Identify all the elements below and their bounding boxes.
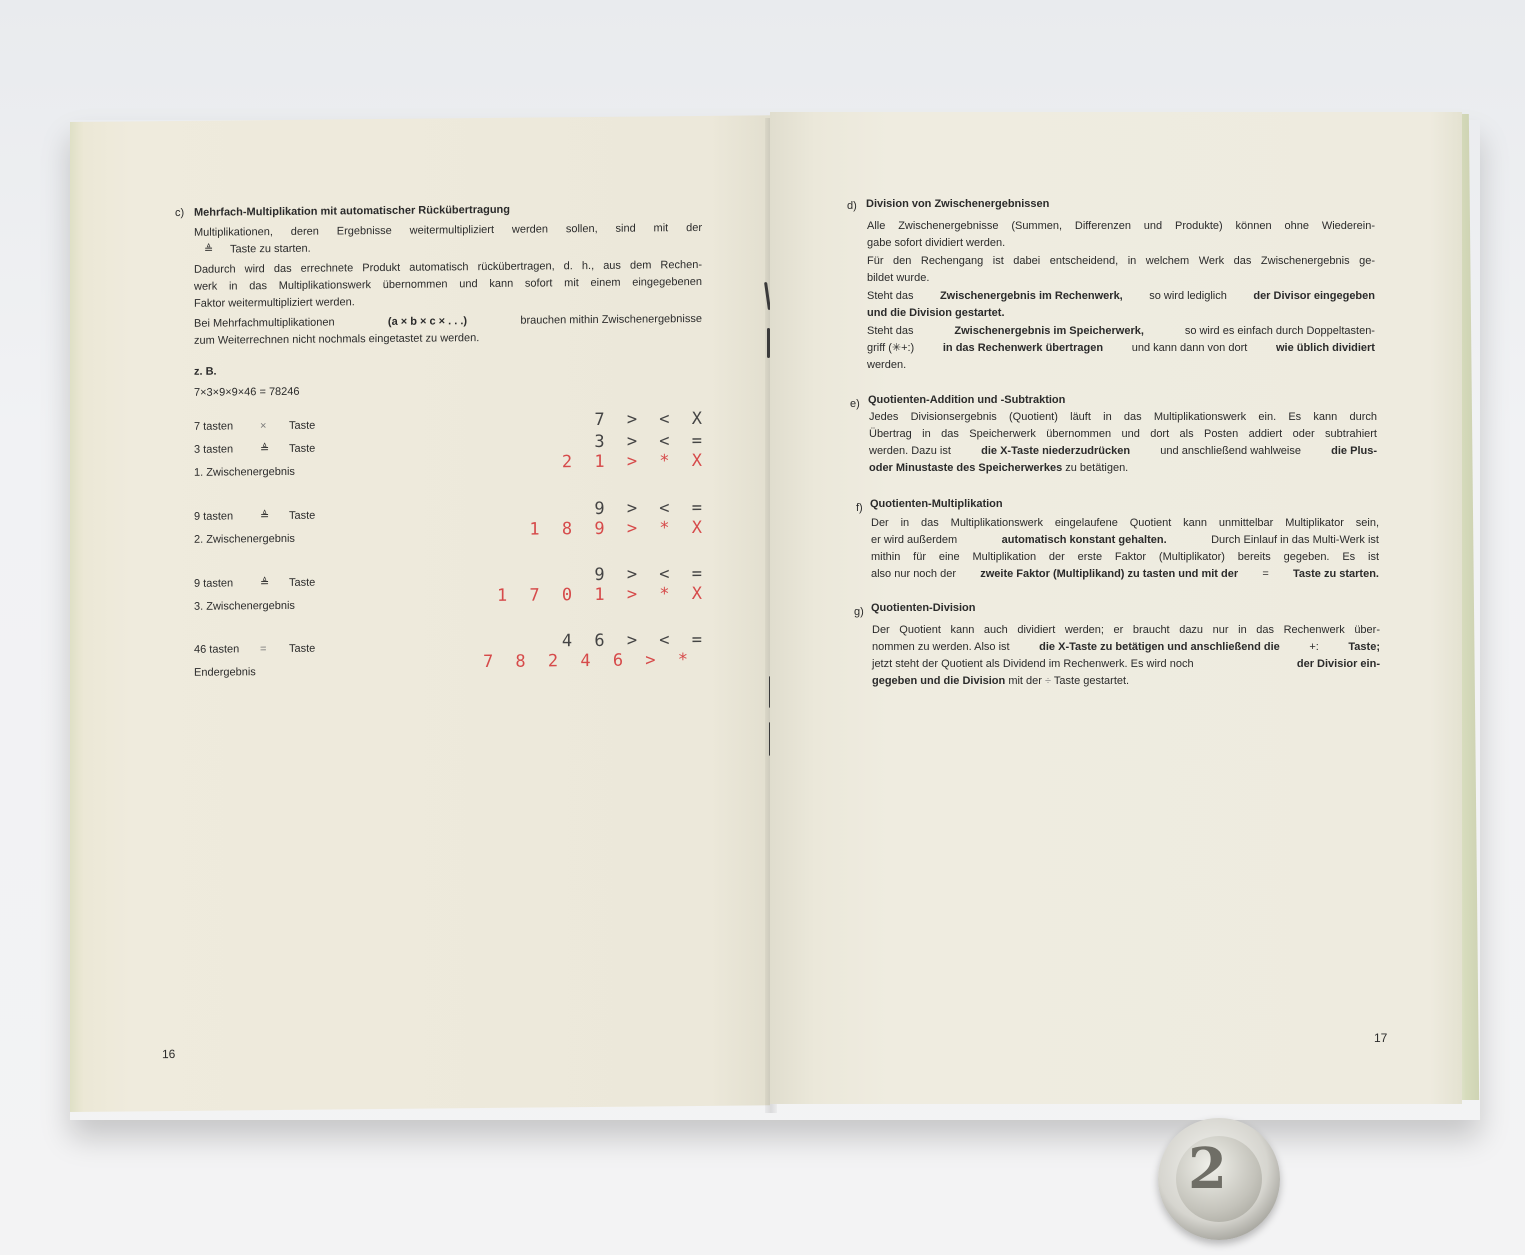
section-d-letter: d) (847, 200, 857, 212)
display-line: 4 6 > < = (561, 629, 708, 652)
f-line1: Der in das Multiplikationswerk eingelaufene Quotient kann unmittelbar Multiplikator sein, (871, 517, 1379, 529)
f-l4d: Taste zu starten. (1293, 568, 1379, 580)
para1-line2: Taste zu starten. (230, 242, 311, 256)
d-para3-line2: und die Division gestartet. (867, 307, 1005, 319)
e-l4a: oder Minustaste des Speicherwerkes (869, 462, 1063, 474)
g-l3b: der Divisior ein- (1296, 658, 1380, 670)
start-key-icon: ≜ (260, 577, 270, 590)
step-result: Endergebnis (194, 666, 256, 679)
e-l3c: und anschließend wahlweise (1160, 445, 1301, 457)
g-line4 (872, 673, 1129, 690)
example-formula: 7×3×9×9×46 = 78246 (194, 385, 300, 399)
step-taste: Taste (289, 576, 316, 589)
step-label: 3 tasten (194, 443, 234, 456)
f-line4 (871, 566, 1379, 583)
example-label: z. B. (194, 365, 217, 378)
e-line4 (869, 460, 1128, 477)
step-label: 9 tasten (194, 510, 234, 523)
d-para2-line1: Für den Rechengang ist dabei entscheidend, in welchem Werk das Zwischenergebnis ge- (867, 255, 1375, 267)
divide-key-icon: +: (1309, 641, 1319, 653)
d-p3-b: Zwischenergebnis im Rechenwerk, (939, 290, 1123, 302)
page-number-right: 17 (1374, 1031, 1388, 1045)
start-key-icon: ≜ (260, 510, 270, 523)
step-taste: Taste (289, 509, 316, 522)
step-label: 9 tasten (194, 577, 234, 590)
d-para4-line3: werden. (867, 359, 907, 371)
step-result: 1. Zwischenergebnis (194, 465, 295, 479)
g-line2 (872, 639, 1380, 656)
para2-line3: Faktor weitermultipliziert werden. (194, 296, 355, 310)
equals-key-icon: = (260, 643, 267, 656)
division-key-icon: ÷ (1045, 675, 1052, 687)
section-c-letter: c) (175, 206, 185, 219)
d-p4-l2a: griff (✳+:) (867, 342, 915, 354)
para3-formula: (a × b × c × . . .) (387, 315, 468, 328)
step-label: 46 tasten (194, 643, 240, 656)
e-l3a: werden. Dazu ist (869, 445, 951, 457)
e-line1: Jedes Divisionsergebnis (Quotient) läuft in das Multiplikationswerk ein. Es kann durch (869, 411, 1377, 423)
step-taste: Taste (289, 442, 316, 455)
e-line3 (869, 443, 1377, 460)
f-l2c: Durch Einlauf in das Multi-Werk ist (1211, 534, 1379, 546)
g-l4a: gegeben und die Division (872, 675, 1006, 687)
display-line-result: 1 8 9 > * X (529, 517, 708, 540)
display-line-result: 1 7 0 1 > * X (496, 583, 708, 606)
display-line-result: 2 1 > * X (561, 450, 708, 473)
g-line1: Der Quotient kann auch dividiert werden; er braucht dazu nur in das Rechenwerk über- (872, 624, 1380, 636)
g-l4b: mit der (1008, 675, 1042, 687)
display-line: 3 > < = (594, 430, 708, 452)
section-e-heading: Quotienten-Addition und -Subtraktion (868, 394, 1066, 406)
para3-c: brauchen mithin Zwischenergebnisse (520, 312, 702, 327)
d-para4-line1 (867, 323, 1375, 340)
d-para1-line2: gabe sofort dividiert werden. (867, 237, 1006, 249)
section-g-letter: g) (854, 606, 864, 618)
d-p3-d: der Divisor eingegeben (1253, 290, 1375, 302)
d-para4-line2 (867, 340, 1375, 357)
g-l4d: Taste gestartet. (1053, 675, 1130, 687)
g-l2b: die X-Taste zu betätigen und anschließend die (1039, 641, 1280, 653)
step-label: 7 tasten (194, 420, 234, 433)
d-p4-l2d: wie üblich dividiert (1275, 342, 1375, 354)
g-l2d: Taste; (1348, 641, 1380, 653)
f-line2 (871, 532, 1379, 549)
g-line3 (872, 656, 1380, 673)
f-l4a: also nur noch der (871, 568, 956, 580)
left-page (70, 115, 770, 1112)
d-p4-l2b: in das Rechenwerk übertragen (942, 342, 1104, 354)
e-l3d: die Plus- (1331, 445, 1377, 457)
d-p4-c: so wird es einfach durch Doppeltasten- (1184, 325, 1375, 337)
e-line2: Übertrag in das Speicherwerk übernommen und dort als Posten addiert oder subtrahiert (869, 428, 1377, 440)
step-taste: Taste (289, 642, 316, 655)
multiply-key-icon: × (260, 420, 267, 433)
section-c-heading: Mehrfach-Multiplikation mit automatischer Rückübertragung (194, 203, 510, 219)
section-g-heading: Quotienten-Division (871, 602, 976, 614)
d-p4-a: Steht das (867, 325, 914, 337)
display-line-result: 7 8 2 4 6 > * (482, 650, 694, 673)
euro-coin (1158, 1118, 1280, 1240)
f-l2b: automatisch konstant gehalten. (1001, 534, 1167, 546)
e-l3b: die X-Taste niederzudrücken (981, 445, 1131, 457)
d-para3-line1 (867, 288, 1375, 305)
coin-value: 2 (1188, 1136, 1227, 1202)
d-para1-line1: Alle Zwischenergebnisse (Summen, Differenzen und Produkte) können ohne Wiederein- (867, 220, 1375, 232)
section-f-heading: Quotienten-Multiplikation (870, 498, 1003, 510)
g-l3a: jetzt steht der Quotient als Dividend im Rechenwerk. Es wird noch (872, 658, 1194, 670)
key-icon: ≜ (204, 243, 214, 256)
d-p3-c: so wird lediglich (1149, 290, 1227, 302)
display-line: 9 > < = (594, 497, 708, 519)
para3-line2: zum Weiterrechnen nicht nochmals eingetastet zu werden. (194, 332, 480, 347)
right-page (770, 112, 1462, 1104)
para1-line1: Multiplikationen, deren Ergebnisse weitermultipliziert werden sollen, sind mit der (194, 221, 702, 239)
section-f-letter: f) (856, 502, 863, 514)
f-line3: mithin für eine Multiplikation der erste Faktor (Multiplikator) bereits gegeben. Es ist (871, 551, 1379, 563)
f-l4b: zweite Faktor (Multiplikand) zu tasten und mit der (980, 568, 1239, 580)
e-l4b: zu betätigen. (1065, 462, 1129, 474)
step-result: 2. Zwischenergebnis (194, 532, 295, 546)
section-e-letter: e) (850, 398, 860, 410)
g-l2a: nommen zu werden. Also ist (872, 641, 1010, 653)
f-l2a: er wird außerdem (871, 534, 958, 546)
d-p4-b: Zwischenergebnis im Speicherwerk, (954, 325, 1144, 337)
para2-line1: Dadurch wird das errechnete Produkt automatisch rückübertragen, d. h., aus dem Rechen- (194, 258, 702, 276)
step-taste: Taste (289, 419, 316, 432)
page-number-left: 16 (162, 1046, 176, 1062)
section-d-heading: Division von Zwischenergebnissen (866, 198, 1050, 210)
d-p3-a: Steht das (867, 290, 914, 302)
display-line: 9 > < = (594, 563, 708, 585)
step-result: 3. Zwischenergebnis (194, 599, 295, 613)
d-p4-l2c: und kann dann von dort (1131, 342, 1248, 354)
para3-a: Bei Mehrfachmultiplikationen (194, 316, 335, 330)
start-key-icon: ≜ (260, 443, 270, 456)
equals-key-icon: = (1262, 568, 1269, 580)
d-para2-line2: bildet wurde. (867, 272, 930, 284)
para2-line2: werk in das Multiplikationswerk übernommen und kann sofort mit einem eingegebenen (194, 275, 702, 293)
display-line: 7 > < X (594, 408, 708, 430)
